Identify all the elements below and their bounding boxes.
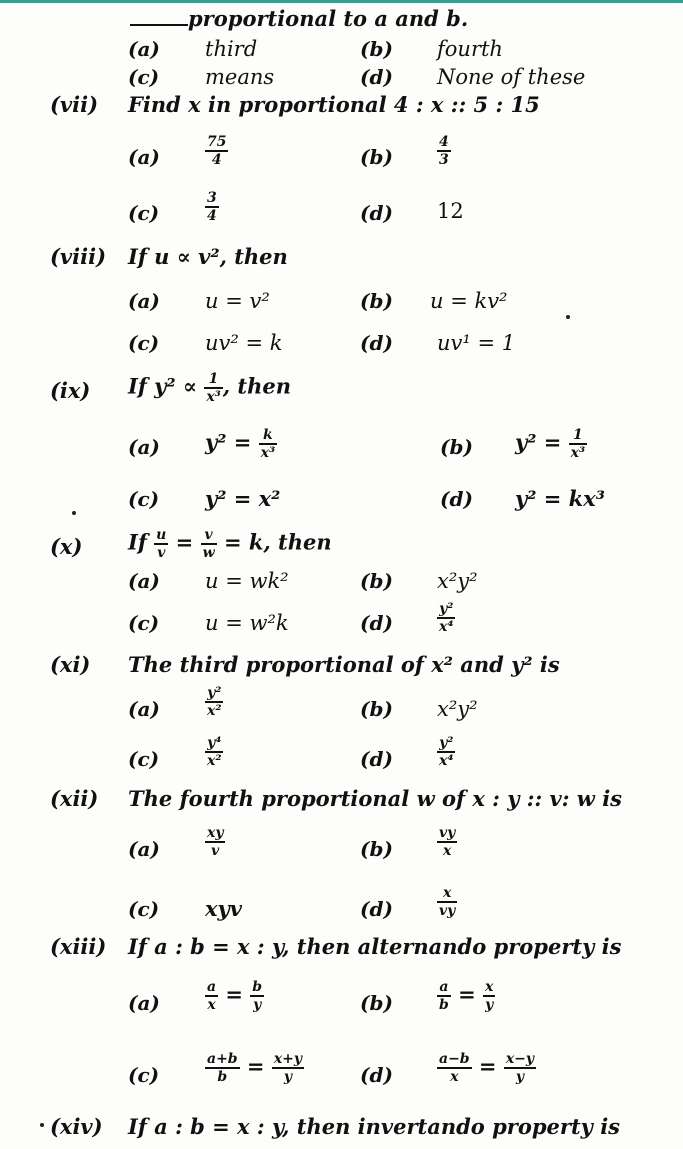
question-text: The fourth proportional w of x : y :: v: w is [128, 786, 622, 811]
question-text: If a : b = x : y, then alternando property is [128, 934, 622, 959]
option-c: $\frac{a+b}{b}$ = $\frac{x+y}{y}$ [207, 1051, 303, 1085]
scan-speck [72, 511, 76, 515]
option-label-b: (b) [440, 435, 473, 459]
question-number: (xi) [50, 652, 91, 677]
option-label-c: (c) [128, 201, 160, 225]
question-number: (ix) [50, 378, 91, 403]
question-number: (xiv) [50, 1114, 103, 1139]
option-a: $\frac{a}{x}$ = $\frac{b}{y}$ [207, 979, 263, 1013]
option-label-d: (d) [360, 201, 393, 225]
option-label-d: (d) [360, 897, 393, 921]
question-stem: proportional to a and b. [130, 5, 468, 33]
option-b: u = kv² [430, 289, 508, 313]
option-label-c: (c) [128, 487, 160, 511]
question-number: (xii) [50, 786, 99, 811]
option-d: $\frac{\text{y²}}{\text{x⁴}}$ [439, 735, 454, 769]
option-label-d: (d) [360, 611, 393, 635]
option-c: u = w²k [205, 611, 289, 635]
option-c: means [205, 65, 275, 89]
option-b: $\frac{4}{3}$ [439, 134, 449, 168]
question-text: If a : b = x : y, then invertando property is [128, 1114, 620, 1139]
option-label-b: (b) [360, 697, 393, 721]
question-number: (viii) [50, 244, 107, 269]
option-label-a: (a) [128, 837, 160, 861]
option-d: 12 [437, 199, 464, 223]
option-d: $\frac{\text{y²}}{\text{x⁴}}$ [439, 601, 454, 635]
option-label-a: (a) [128, 569, 160, 593]
option-d: $\frac{a-b}{x}$ = $\frac{x-y}{y}$ [439, 1051, 535, 1085]
option-d: uv¹ = 1 [437, 331, 516, 355]
option-b: y² = $\frac{1}{\text{x³}}$ [515, 427, 586, 461]
option-d: $\frac{x}{vy}$ [439, 885, 456, 919]
option-label-b: (b) [360, 289, 393, 313]
option-c: uv² = k [205, 331, 283, 355]
question-number: (vii) [50, 92, 99, 117]
option-a: u = wk² [205, 569, 289, 593]
option-label-c: (c) [128, 611, 160, 635]
option-label-d: (d) [360, 331, 393, 355]
question-text: If $\frac{u}{v}$ = $\frac{v}{w}$ = k, then [128, 527, 332, 561]
question-text: If y² ∝ $\frac{1}{\text{x³}}$ , then [128, 371, 292, 405]
option-c: xyv [205, 896, 242, 921]
question-text: If u ∝ v², then [128, 244, 288, 269]
option-a: y² = $\frac{k}{\text{x³}}$ [205, 427, 276, 461]
option-label-d: (d) [360, 1063, 393, 1087]
option-label-a: (a) [128, 37, 160, 61]
option-b: $\frac{vy}{x}$ [439, 825, 456, 859]
answer-blank [130, 24, 188, 26]
question-text: Find x in proportional 4 : x :: 5 : 15 [128, 92, 540, 117]
option-label-b: (b) [360, 37, 393, 61]
option-label-b: (b) [360, 569, 393, 593]
option-label-a: (a) [128, 697, 160, 721]
option-label-c: (c) [128, 897, 160, 921]
option-label-b: (b) [360, 991, 393, 1015]
option-a: $\frac{75}{4}$ [207, 134, 227, 168]
option-a: third [205, 37, 258, 61]
option-label-c: (c) [128, 747, 160, 771]
question-number: (xiii) [50, 934, 107, 959]
option-label-b: (b) [360, 837, 393, 861]
option-label-a: (a) [128, 145, 160, 169]
question-text: The third proportional of x² and y² is [128, 652, 560, 677]
option-label-d: (d) [440, 487, 473, 511]
option-label-a: (a) [128, 991, 160, 1015]
option-label-d: (d) [360, 747, 393, 771]
option-a: $\frac{\text{y²}}{\text{x²}}$ [207, 685, 222, 719]
option-label-b: (b) [360, 145, 393, 169]
option-c: $\frac{3}{4}$ [207, 190, 217, 224]
question-number: (x) [50, 534, 83, 559]
option-c: $\frac{\text{y⁴}}{\text{x²}}$ [207, 735, 222, 769]
option-d: None of these [437, 65, 586, 89]
option-label-c: (c) [128, 331, 160, 355]
option-b: x²y² [437, 697, 478, 721]
option-b: fourth [437, 37, 503, 61]
option-a: $\frac{xy}{v}$ [207, 825, 224, 859]
option-d: y² = kx³ [515, 486, 605, 511]
scan-speck [566, 315, 570, 319]
option-label-a: (a) [128, 289, 160, 313]
option-a: u = v² [205, 289, 270, 313]
option-c: y² = x² [205, 486, 281, 511]
option-b: x²y² [437, 569, 478, 593]
scan-speck [40, 1123, 44, 1127]
option-label-c: (c) [128, 1063, 160, 1087]
option-b: $\frac{a}{b}$ = $\frac{x}{y}$ [439, 979, 494, 1013]
option-label-d: (d) [360, 65, 393, 89]
option-label-c: (c) [128, 65, 160, 89]
option-label-a: (a) [128, 435, 160, 459]
